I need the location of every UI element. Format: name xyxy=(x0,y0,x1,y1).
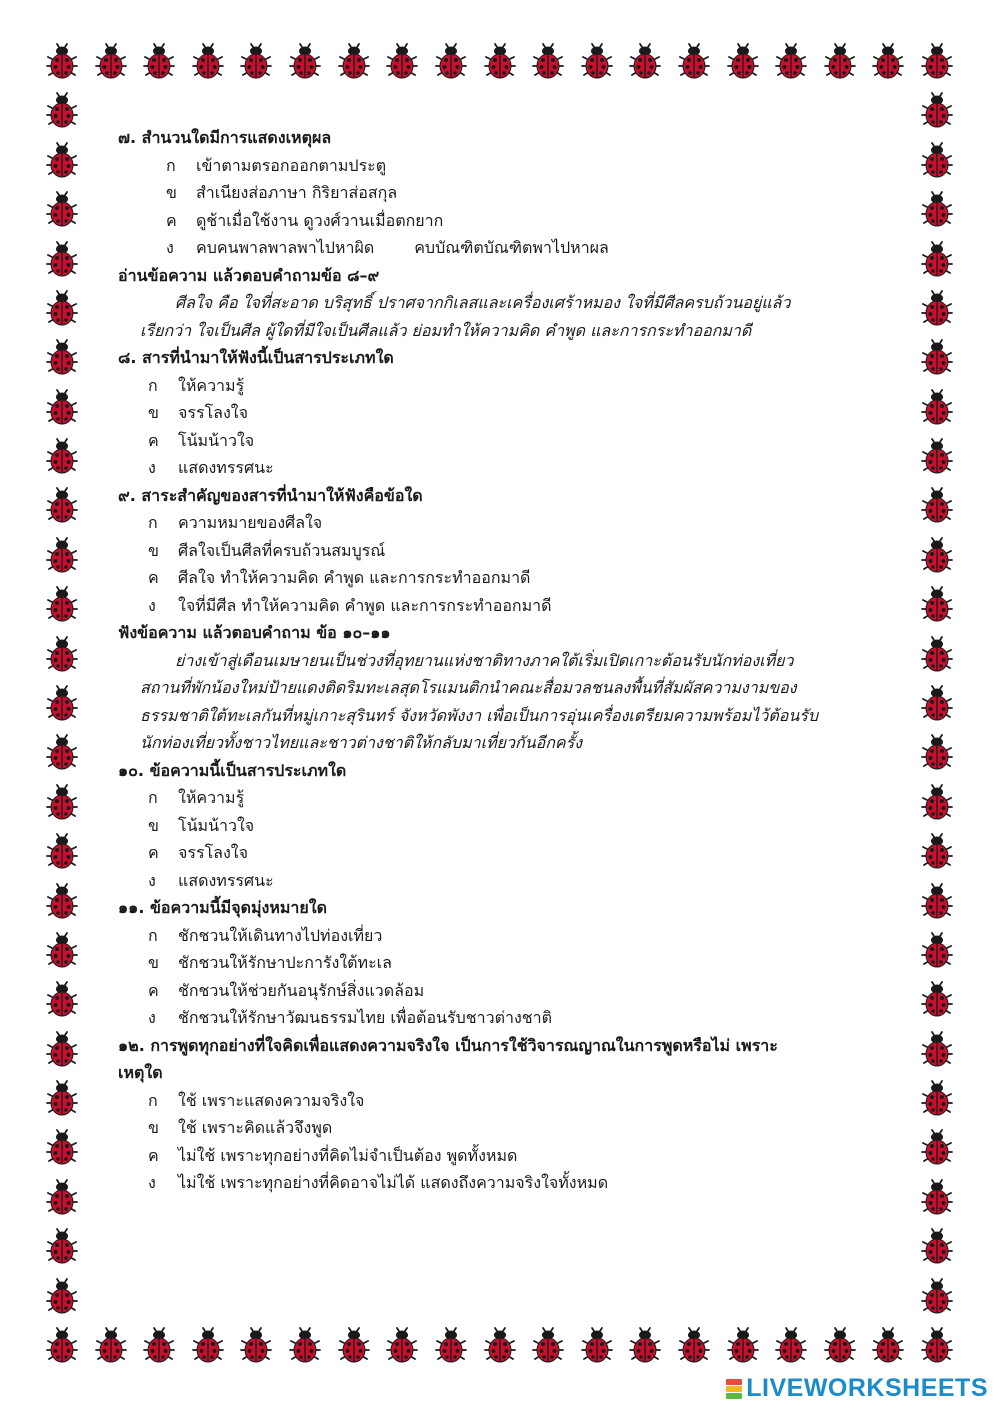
q9-option-c[interactable] xyxy=(118,564,898,592)
q10-option-c[interactable] xyxy=(118,839,898,867)
question-12-title xyxy=(118,1032,898,1087)
ladybug-icon xyxy=(42,1227,82,1267)
option-text: โน้มน้าวใจ xyxy=(178,430,255,450)
ladybug-icon xyxy=(577,42,617,82)
ladybug-icon xyxy=(917,931,957,971)
ladybug-icon xyxy=(917,684,957,724)
ladybug-icon xyxy=(42,190,82,230)
option-letter: ง xyxy=(148,1008,156,1027)
option-letter: ข xyxy=(148,403,159,422)
ladybug-icon xyxy=(480,42,520,82)
q7-option-c[interactable] xyxy=(118,207,898,235)
ladybug-icon xyxy=(917,141,957,181)
ladybug-icon xyxy=(42,240,82,280)
ladybug-icon xyxy=(91,42,131,82)
option-letter: ค xyxy=(148,980,159,1000)
passage-line: นักท่องเที่ยวทั้งชาวไทยและชาวต่างชาติให้กลับมาเที่ยวกันอีกครั้ง xyxy=(140,733,583,752)
option-text: ชักชวนให้รักษาปะการังใต้ทะเล xyxy=(178,953,392,972)
option-text: ศีลใจเป็นศีลที่ครบถ้วนสมบูรณ์ xyxy=(178,540,386,560)
ladybug-icon xyxy=(188,42,228,82)
ladybug-icon xyxy=(917,882,957,922)
ladybug-icon xyxy=(382,1326,422,1366)
passage-line: ย่างเข้าสู่เดือนเมษายนเป็นช่วงที่อุทยานแห่งชาติทางภาคใต้เริ่มเปิดเกาะต้อนรับนักท่องเที่ยว xyxy=(175,650,794,670)
ladybug-icon xyxy=(42,388,82,428)
option-text: ความหมายของศีลใจ xyxy=(178,513,323,532)
q7-option-d[interactable] xyxy=(118,234,898,262)
ladybug-icon xyxy=(91,1326,131,1366)
option-letter: ค xyxy=(148,568,159,587)
passage-line: สถานที่พักน้องใหม่ป้ายแดงติดริมทะเลสุดโรแมนติกนำคณะสื่อมวลชนลงพื้นที่สัมผัสความงามของ xyxy=(140,678,797,697)
q10-option-a[interactable] xyxy=(118,784,898,812)
ladybug-icon xyxy=(236,42,276,82)
option-text: ชักชวนให้เดินทางไปท่องเที่ยว xyxy=(178,925,383,945)
ladybug-icon xyxy=(917,585,957,625)
option-text: สำเนียงส่อภาษา กิริยาส่อสกุล xyxy=(196,183,398,202)
ladybug-icon xyxy=(42,733,82,773)
q8-option-a[interactable] xyxy=(118,372,898,400)
option-letter: ก xyxy=(148,513,158,532)
ladybug-icon xyxy=(917,1128,957,1168)
ladybug-icon xyxy=(42,980,82,1020)
ladybug-icon xyxy=(42,684,82,724)
ladybug-icon xyxy=(42,1030,82,1070)
q8-option-b[interactable] xyxy=(118,399,898,427)
question-9-title: ๙. สาระสำคัญของสารที่นำมาให้ฟังคือข้อใด xyxy=(118,485,423,505)
ladybug-icon xyxy=(771,1326,811,1366)
ladybug-icon xyxy=(42,141,82,181)
q12-option-b[interactable] xyxy=(118,1114,898,1142)
option-letter: ค xyxy=(148,430,159,450)
option-text: ชักชวนให้ช่วยกันอนุรักษ์สิ่งแวดล้อม xyxy=(178,980,425,1000)
ladybug-icon xyxy=(917,1326,957,1366)
option-text: โน้มน้าวใจ xyxy=(178,815,255,835)
q12-option-d[interactable] xyxy=(118,1169,898,1197)
q10-option-d[interactable] xyxy=(118,867,898,895)
option-text: ไม่ใช้ เพราะทุกอย่างที่คิดอาจไม่ได้ แสดงถึงความจริงใจทั้งหมด xyxy=(178,1173,609,1192)
option-letter: ง xyxy=(166,238,174,257)
ladybug-icon xyxy=(917,1178,957,1218)
reading-passage-1 xyxy=(118,289,898,344)
option-text: ใช้ เพราะคิดแล้วจึงพูด xyxy=(178,1118,333,1137)
q7-option-a[interactable] xyxy=(118,152,898,180)
option-letter: ข xyxy=(166,183,177,202)
ladybug-icon xyxy=(42,486,82,526)
option-text: ใช้ เพราะแสดงความจริงใจ xyxy=(178,1090,365,1110)
ladybug-icon xyxy=(917,388,957,428)
option-letter: ก xyxy=(148,375,158,395)
ladybug-icon xyxy=(917,437,957,477)
ladybug-icon xyxy=(431,42,471,82)
option-letter: ข xyxy=(148,540,159,560)
ladybug-icon xyxy=(820,42,860,82)
q11-option-a[interactable] xyxy=(118,922,898,950)
question-8-title: ๘. สารที่นำมาให้ฟังนี้เป็นสารประเภทใด xyxy=(118,348,394,367)
q12-option-c[interactable] xyxy=(118,1142,898,1170)
ladybug-icon xyxy=(42,832,82,872)
option-text: แสดงทรรศนะ xyxy=(178,870,274,890)
ladybug-icon xyxy=(917,832,957,872)
q9-option-d[interactable] xyxy=(118,592,898,620)
ladybug-icon xyxy=(42,437,82,477)
ladybug-icon xyxy=(674,1326,714,1366)
ladybug-icon xyxy=(285,1326,325,1366)
ladybug-icon xyxy=(723,42,763,82)
ladybug-icon xyxy=(42,1128,82,1168)
option-text: เข้าตามตรอกออกตามประตู xyxy=(196,155,387,175)
q11-option-d[interactable] xyxy=(118,1004,898,1032)
ladybug-icon xyxy=(917,42,957,82)
ladybug-icon xyxy=(868,42,908,82)
worksheet-content xyxy=(118,124,898,1197)
ladybug-icon xyxy=(382,42,422,82)
option-letter: ข xyxy=(148,815,159,835)
ladybug-icon xyxy=(917,338,957,378)
option-text: คบคนพาลพาลพาไปหาผิด xyxy=(196,238,375,257)
option-text: ให้ความรู้ xyxy=(178,788,245,807)
ladybug-icon xyxy=(917,1030,957,1070)
ladybug-icon xyxy=(42,536,82,576)
ladybug-icon xyxy=(285,42,325,82)
ladybug-icon xyxy=(917,733,957,773)
ladybug-icon xyxy=(723,1326,763,1366)
option-text: ดูช้าเมื่อใช้งาน ดูวงศ์วานเมื่อตกยาก xyxy=(196,210,444,230)
ladybug-icon xyxy=(917,783,957,823)
ladybug-icon xyxy=(868,1326,908,1366)
ladybug-icon xyxy=(42,783,82,823)
option-letter: ค xyxy=(148,1145,159,1165)
option-text: จรรโลงใจ xyxy=(178,843,248,862)
ladybug-icon xyxy=(42,1326,82,1366)
q7-option-b[interactable] xyxy=(118,179,898,207)
option-text: แสดงทรรศนะ xyxy=(178,458,274,477)
ladybug-icon xyxy=(431,1326,471,1366)
ladybug-icon xyxy=(917,289,957,329)
ladybug-icon xyxy=(42,585,82,625)
ladybug-icon xyxy=(917,1079,957,1119)
ladybug-icon xyxy=(139,42,179,82)
ladybug-icon xyxy=(820,1326,860,1366)
option-letter: ง xyxy=(148,595,156,615)
ladybug-icon xyxy=(625,1326,665,1366)
ladybug-icon xyxy=(771,42,811,82)
ladybug-icon xyxy=(528,1326,568,1366)
option-letter: ง xyxy=(148,1173,156,1192)
ladybug-icon xyxy=(480,1326,520,1366)
ladybug-icon xyxy=(917,240,957,280)
ladybug-icon xyxy=(625,42,665,82)
ladybug-icon xyxy=(917,486,957,526)
option-letter: ก xyxy=(148,788,158,807)
ladybug-icon xyxy=(42,91,82,131)
option-letter: ง xyxy=(148,458,156,477)
ladybug-icon xyxy=(917,635,957,675)
ladybug-icon xyxy=(917,1227,957,1267)
q9-option-a[interactable] xyxy=(118,509,898,537)
ladybug-icon xyxy=(42,1079,82,1119)
q11-option-c[interactable] xyxy=(118,977,898,1005)
ladybug-icon xyxy=(188,1326,228,1366)
ladybug-icon xyxy=(42,635,82,675)
option-letter: ก xyxy=(166,155,176,175)
ladybug-icon xyxy=(42,42,82,82)
option-letter: ก xyxy=(148,1090,158,1110)
passage-line: เรียกว่า ใจเป็นศีล ผู้ใดที่มีใจเป็นศีลแล้ว ย่อมทำให้ความคิด คำพูด และการกระทำออกมาดี xyxy=(140,320,752,340)
q11-option-b[interactable] xyxy=(118,949,898,977)
question-7-title: ๗. สำนวนใดมีการแสดงเหตุผล xyxy=(118,128,332,147)
brand-name: LIVEWORKSHEETS xyxy=(746,1374,988,1402)
option-letter: ค xyxy=(148,843,159,862)
option-text: ไม่ใช้ เพราะทุกอย่างที่คิดไม่จำเป็นต้อง พูดทั้งหมด xyxy=(178,1145,518,1165)
q10-option-b[interactable] xyxy=(118,812,898,840)
ladybug-icon xyxy=(42,289,82,329)
liveworksheets-logo-icon xyxy=(726,1379,742,1399)
ladybug-icon xyxy=(42,882,82,922)
ladybug-icon xyxy=(236,1326,276,1366)
option-text: ชักชวนให้รักษาวัฒนธรรมไทย เพื่อต้อนรับชาวต่างชาติ xyxy=(178,1008,552,1027)
ladybug-icon xyxy=(917,980,957,1020)
ladybug-icon xyxy=(674,42,714,82)
ladybug-icon xyxy=(917,1277,957,1317)
option-text: ใจที่มีศีล ทำให้ความคิด คำพูด และการกระทำออกมาดี xyxy=(178,595,552,615)
ladybug-icon xyxy=(917,536,957,576)
ladybug-icon xyxy=(917,190,957,230)
reading-heading-1: อ่านข้อความ แล้วตอบคำถามข้อ ๘–๙ xyxy=(118,265,380,285)
ladybug-icon xyxy=(42,1277,82,1317)
question-11-title: ๑๑. ข้อความนี้มีจุดมุ่งหมายใด xyxy=(118,898,327,917)
passage-line: ศีลใจ คือ ใจที่สะอาด บริสุทธิ์ ปราศจากกิเลสและเครื่องเศร้าหมอง ใจที่มีศีลครบถ้วนอยู่แล้ว xyxy=(175,293,791,312)
question-12-title-line: ๑๒. การพูดทุกอย่างที่ใจคิดเพื่อแสดงความจริงใจ เป็นการใช้วิจารณญาณในการพูดหรือไม่ เพราะ xyxy=(118,1035,778,1055)
ladybug-icon xyxy=(42,1178,82,1218)
ladybug-icon xyxy=(528,42,568,82)
ladybug-icon xyxy=(917,91,957,131)
option-letter: ง xyxy=(148,870,156,890)
question-10-title: ๑๐. ข้อความนี้เป็นสารประเภทใด xyxy=(118,760,347,780)
q8-option-d[interactable] xyxy=(118,454,898,482)
question-12-title-line: เหตุใด xyxy=(118,1063,163,1082)
option-text: ศีลใจ ทำให้ความคิด คำพูด และการกระทำออกมาดี xyxy=(178,568,531,587)
option-text: จรรโลงใจ xyxy=(178,403,248,422)
q9-option-b[interactable] xyxy=(118,537,898,565)
passage-line: ธรรมชาติใต้ทะเลกันที่หมู่เกาะสุรินทร์ จังหวัดพังงา เพื่อเป็นการอุ่นเครื่องเตรียมความพร้อมไว้ต้อนรับ xyxy=(140,705,819,725)
q8-option-c[interactable] xyxy=(118,427,898,455)
ladybug-icon xyxy=(577,1326,617,1366)
option-text: ให้ความรู้ xyxy=(178,375,245,395)
ladybug-icon xyxy=(42,338,82,378)
listening-heading-2: ฟังข้อความ แล้วตอบคำถาม ข้อ ๑๐–๑๑ xyxy=(118,623,391,642)
ladybug-icon xyxy=(334,42,374,82)
reading-passage-2 xyxy=(118,647,898,757)
ladybug-icon xyxy=(42,931,82,971)
option-letter: ข xyxy=(148,1118,159,1137)
liveworksheets-footer[interactable] xyxy=(726,1374,988,1403)
option-letter: ก xyxy=(148,925,158,945)
ladybug-icon xyxy=(139,1326,179,1366)
option-letter: ข xyxy=(148,953,159,972)
option-text-second: คบบัณฑิตบัณฑิตพาไปหาผล xyxy=(414,238,609,257)
q12-option-a[interactable] xyxy=(118,1087,898,1115)
ladybug-icon xyxy=(334,1326,374,1366)
option-letter: ค xyxy=(166,210,177,230)
